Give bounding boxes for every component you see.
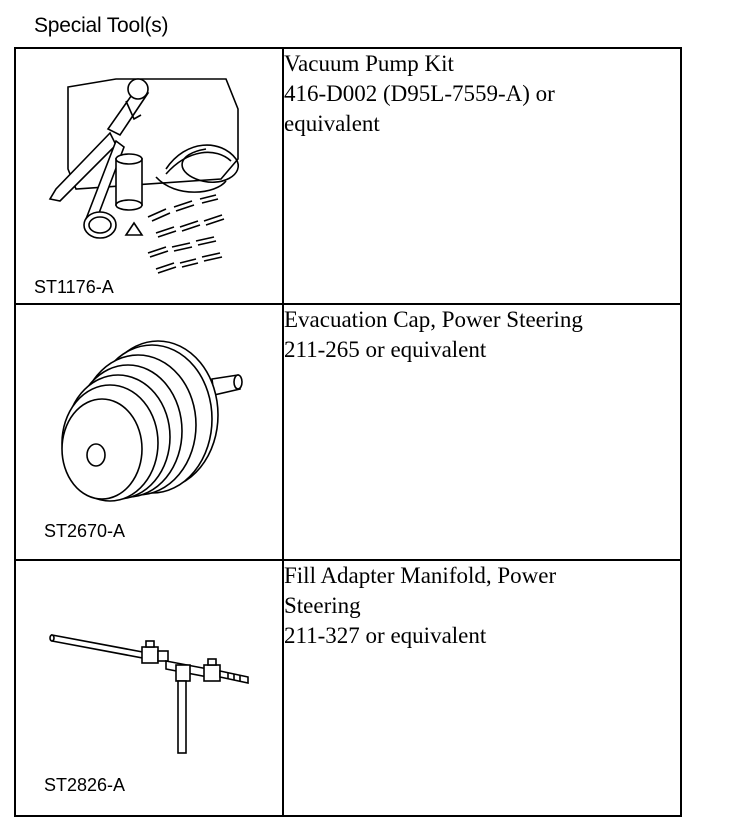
tool-illustration-cell (15, 48, 283, 304)
image-code-label: ST2670-A (44, 521, 126, 541)
tool-illustration-cell (15, 304, 283, 560)
tool-equivalent: equivalent (284, 111, 380, 136)
tool-name-continued: Steering (284, 593, 361, 618)
tool-row (15, 304, 681, 560)
tool-name: Vacuum Pump Kit (284, 51, 454, 76)
tool-name: Fill Adapter Manifold, Power (284, 563, 557, 588)
tool-row (15, 48, 681, 304)
page-heading: Special Tool(s) (34, 14, 169, 37)
tool-row (15, 560, 681, 816)
tool-number: 211-265 or equivalent (284, 337, 487, 362)
special-tools-table (14, 47, 682, 817)
tool-number: 416-D002 (D95L-7559-A) or (284, 81, 555, 106)
tool-number: 211-327 or equivalent (284, 623, 487, 648)
tool-description-cell (283, 48, 681, 304)
tool-description-cell (283, 304, 681, 560)
tool-description-cell (283, 560, 681, 816)
image-code-label: ST2826-A (44, 775, 126, 795)
tool-name: Evacuation Cap, Power Steering (284, 307, 583, 332)
vacuum-pump-kit-illustration (16, 49, 282, 305)
tool-illustration-cell (15, 560, 283, 816)
image-code-label: ST1176-A (34, 277, 114, 297)
